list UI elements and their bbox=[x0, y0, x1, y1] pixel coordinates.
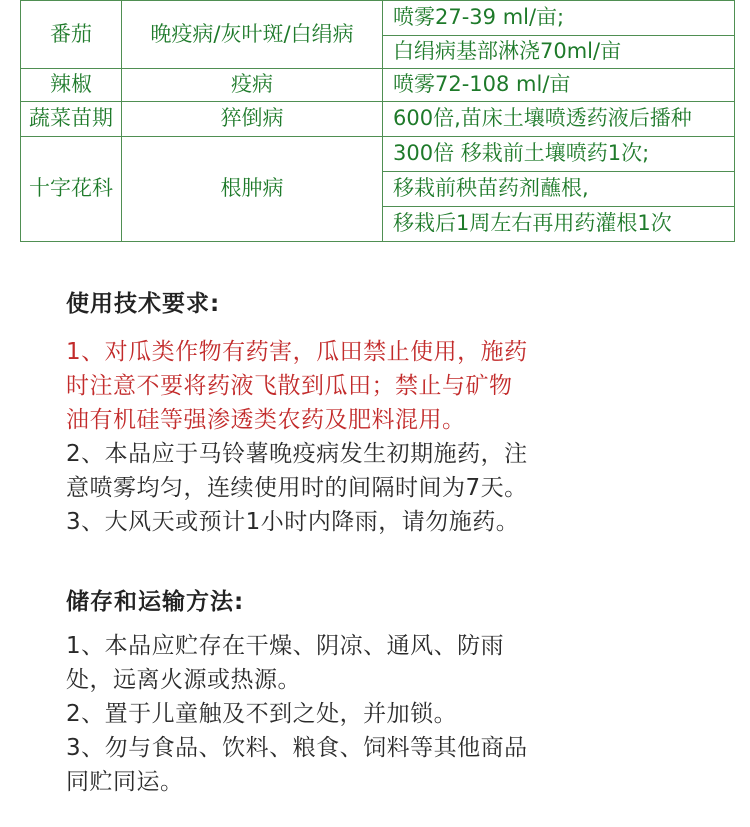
storage-section bbox=[66, 585, 716, 799]
disease-cell: 疫病 bbox=[122, 69, 383, 102]
usage-item-1-line: 1、对瓜类作物有药害，瓜田禁止使用，施药 bbox=[66, 339, 528, 365]
usage-item-1-line: 油有机硅等强渗透类农药及肥料混用。 bbox=[66, 407, 466, 433]
usage-cell: 喷雾72-108 ml/亩 bbox=[383, 69, 735, 102]
usage-item-3-line: 3、大风天或预计1小时内降雨，请勿施药。 bbox=[66, 509, 520, 535]
usage-cell: 300倍 移栽前土壤喷药1次; bbox=[383, 137, 735, 172]
disease-cell: 猝倒病 bbox=[122, 102, 383, 137]
storage-item-1-line: 1、本品应贮存在干燥、阴凉、通风、防雨 bbox=[66, 633, 505, 659]
usage-cell: 白绢病基部淋浇70ml/亩 bbox=[383, 36, 735, 69]
disease-cell: 根肿病 bbox=[122, 137, 383, 242]
usage-cell: 移栽后1周左右再用药灌根1次 bbox=[383, 207, 735, 242]
crop-cell: 十字花科 bbox=[21, 137, 122, 242]
dosage-table bbox=[20, 0, 735, 242]
usage-item-2-line: 意喷雾均匀，连续使用时的间隔时间为7天。 bbox=[66, 475, 528, 501]
usage-item-2-line: 2、本品应于马铃薯晚疫病发生初期施药，注 bbox=[66, 441, 528, 467]
storage-item-2-line: 2、置于儿童触及不到之处，并加锁。 bbox=[66, 701, 458, 727]
usage-cell: 600倍,苗床土壤喷透药液后播种 bbox=[383, 102, 735, 137]
disease-cell: 晚疫病/灰叶斑/白绢病 bbox=[122, 1, 383, 69]
usage-cell: 喷雾27-39 ml/亩; bbox=[383, 1, 735, 36]
usage-cell: 移栽前秧苗药剂蘸根, bbox=[383, 172, 735, 207]
usage-item-1-line: 时注意不要将药液飞散到瓜田；禁止与矿物 bbox=[66, 373, 513, 399]
crop-cell: 番茄 bbox=[21, 1, 122, 69]
storage-item-3-line: 同贮同运。 bbox=[66, 769, 184, 795]
usage-requirements-section bbox=[66, 287, 716, 539]
storage-item-3-line: 3、勿与食品、饮料、粮食、饲料等其他商品 bbox=[66, 735, 528, 761]
crop-cell: 蔬菜苗期 bbox=[21, 102, 122, 137]
crop-cell: 辣椒 bbox=[21, 69, 122, 102]
usage-heading: 使用技术要求: bbox=[66, 291, 221, 317]
storage-item-1-line: 处，远离火源或热源。 bbox=[66, 667, 301, 693]
storage-heading: 储存和运输方法: bbox=[66, 589, 245, 615]
